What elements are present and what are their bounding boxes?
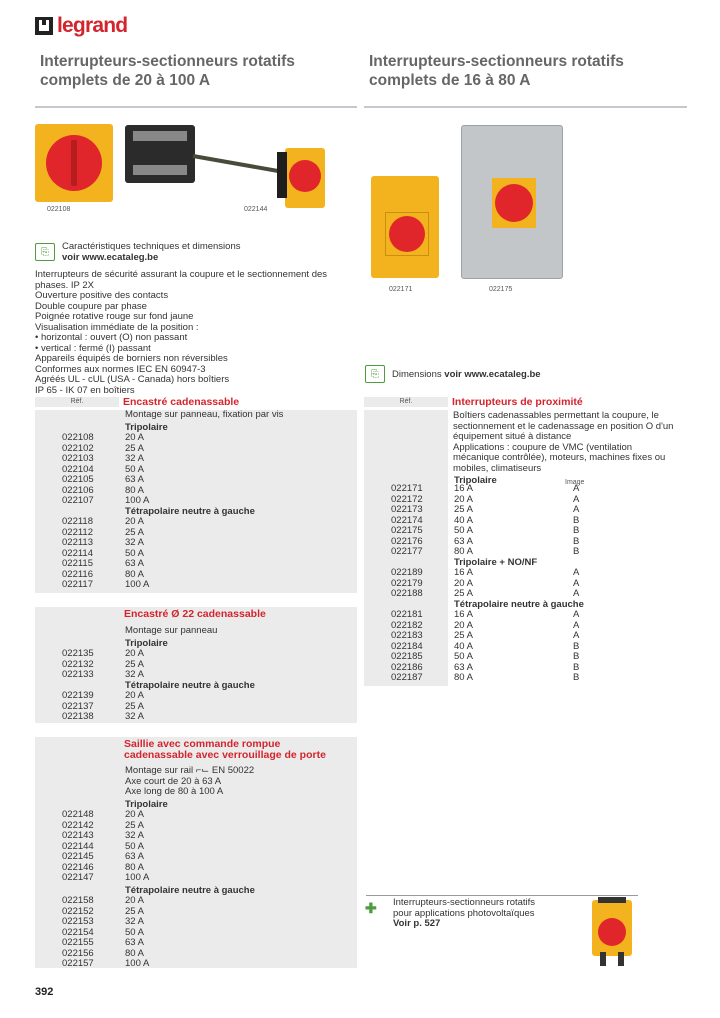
ref-cell: 022107 [62, 495, 94, 506]
rating-cell: 100 A [125, 495, 150, 506]
table-row [364, 505, 687, 516]
ref-cell: 022188 [391, 588, 423, 599]
right-table-rows [364, 484, 687, 684]
ref-cell: 022115 [62, 558, 93, 569]
product-photo-022171 [371, 176, 439, 278]
rating-cell: 80 A [125, 484, 145, 496]
section-note: Montage sur panneau [125, 625, 218, 636]
related-products-plus-icon: ✚ [365, 900, 377, 916]
image-cell: A [573, 609, 580, 620]
photo-ref-022108: 022108 [47, 206, 71, 213]
ref-cell: 022158 [62, 895, 94, 906]
rating-cell: 80 A [125, 568, 145, 580]
rating-cell: 25 A [125, 905, 145, 917]
photo-ref-022175: 022175 [489, 286, 513, 293]
image-cell: B [573, 514, 580, 526]
description-line: • vertical : fermé (I) passant [35, 342, 151, 354]
right-ref-label: Réf. [364, 397, 448, 407]
left-product-table [35, 397, 357, 593]
ref-cell: 022114 [62, 547, 93, 559]
ref-cell: 022105 [62, 474, 94, 485]
rating-cell: 50 A [454, 651, 474, 662]
rating-cell: 16 A [454, 567, 474, 578]
ref-cell: 022117 [62, 579, 93, 590]
description-line: Interrupteurs de sécurité assurant la coupure et le sectionnement des [35, 269, 328, 280]
description [35, 270, 355, 396]
image-cell: B [573, 672, 580, 683]
ref-cell: 022183 [391, 630, 423, 641]
group-label: Tétrapolaire neutre à gauche [125, 884, 255, 896]
rating-cell: 20 A [125, 432, 145, 443]
rating-cell: 100 A [125, 958, 150, 969]
section-encastre-22-cadenassable [35, 607, 357, 723]
page-number: 392 [35, 986, 54, 998]
rating-cell: 16 A [454, 609, 474, 620]
ref-cell: 022176 [391, 535, 423, 547]
section-note: mécanique contrôlée), moteurs, machines fixes ou [453, 452, 666, 463]
rating-cell: 40 A [454, 640, 474, 652]
rating-cell: 25 A [125, 700, 145, 712]
photo-ref-022144: 022144 [244, 206, 268, 213]
table-row [35, 852, 357, 863]
ref-cell: 022186 [391, 661, 423, 673]
product-photo-022108 [35, 124, 113, 202]
ref-cell: 022174 [391, 514, 423, 526]
rating-cell: 25 A [125, 526, 145, 538]
section-note: Boîtiers cadenassables permettant la coupure, le [453, 410, 659, 421]
section-interrupteurs-proximite [364, 411, 687, 489]
ref-cell: 022157 [62, 958, 94, 969]
table-row [35, 712, 357, 723]
description-line: IP 65 - IK 07 en boîtiers [35, 384, 135, 396]
section-title-line: cadenassable avec verrouillage de porte [124, 749, 326, 761]
specs-link[interactable] [62, 242, 240, 263]
rating-cell: 32 A [125, 830, 145, 841]
ref-cell: 022133 [62, 669, 94, 680]
ref-cell: 022184 [391, 640, 423, 652]
image-cell: B [573, 661, 580, 673]
image-cell: A [573, 483, 580, 494]
image-column-label: Image [565, 479, 585, 486]
left-heading-rule [35, 106, 357, 108]
rating-cell: 63 A [125, 851, 145, 862]
table-row [364, 526, 687, 537]
ref-cell: 022156 [62, 947, 94, 959]
section-note: Axe long de 80 à 100 A [125, 786, 224, 797]
ref-cell: 022189 [391, 567, 423, 578]
table-row [35, 831, 357, 842]
rating-cell: 20 A [125, 690, 145, 701]
group-label: Tripolaire + NO/NF [454, 556, 538, 568]
table-row [35, 810, 357, 821]
description-line: Agréés UL - cUL (USA - Canada) hors boîtiers [35, 374, 230, 385]
group-label: Tripolaire [125, 421, 168, 433]
table-row [364, 484, 687, 495]
table-row [35, 896, 357, 907]
table-row [35, 670, 357, 681]
rating-cell: 25 A [454, 630, 474, 641]
table-row [364, 568, 687, 579]
ref-cell: 022139 [62, 690, 94, 701]
description-line: Double coupure par phase [35, 300, 147, 312]
section-note: Applications : coupure de VMC (ventilation [453, 441, 633, 453]
rating-cell: 63 A [454, 661, 474, 673]
table-row [35, 691, 357, 702]
section-note: Montage sur rail ⌐⌙ EN 50022 [125, 765, 255, 776]
ref-cell: 022145 [62, 851, 94, 862]
dimensions-url[interactable]: voir www.ecataleg.be [444, 369, 541, 380]
image-cell: B [573, 535, 580, 547]
ref-cell: 022137 [62, 700, 94, 712]
rating-cell: 80 A [454, 546, 474, 557]
rating-cell: 20 A [454, 619, 474, 631]
description-line: phases. IP 2X [35, 279, 94, 291]
image-cell: A [573, 619, 580, 631]
specs-line-1: Caractéristiques techniques et dimensions [62, 241, 241, 252]
section-note: sectionnement et le cadenassage en position O d'un [453, 420, 674, 432]
left-heading-line-1: Interrupteurs-sectionneurs rotatifs [40, 53, 295, 70]
photovoltaic-switch-photo [592, 900, 632, 956]
rating-cell: 20 A [125, 809, 145, 820]
section-saillie-commande-rompue [35, 737, 357, 968]
section-note: équipement situé à distance [453, 431, 572, 442]
section-note: Axe court de 20 à 63 A [125, 775, 222, 787]
ref-cell: 022147 [62, 872, 94, 883]
photo-ref-022171: 022171 [389, 286, 413, 293]
ref-cell: 022179 [391, 577, 423, 589]
section-note: mobiles, climatiseurs [453, 462, 542, 474]
product-photo-022144-handle [285, 148, 325, 208]
image-cell: A [573, 577, 580, 589]
rating-cell: 63 A [454, 535, 474, 547]
legrand-logo [35, 14, 127, 38]
right-heading-rule [364, 106, 687, 108]
rating-cell: 80 A [454, 672, 474, 683]
table-row [35, 559, 357, 570]
ref-cell: 022103 [62, 453, 94, 464]
section-title-line: Saillie avec commande rompue [124, 738, 281, 750]
right-heading-line-2: complets de 16 à 80 A [369, 72, 531, 89]
right-heading-line-1: Interrupteurs-sectionneurs rotatifs [369, 53, 624, 70]
rating-cell: 20 A [125, 895, 145, 906]
table-row [35, 538, 357, 549]
product-photo-022144-breaker [125, 125, 195, 183]
ref-cell: 022172 [391, 493, 423, 505]
image-cell: B [573, 640, 580, 652]
image-cell: A [573, 588, 580, 599]
ref-cell: 022152 [62, 905, 94, 917]
section-title-saillie [124, 739, 326, 761]
rating-cell: 32 A [125, 711, 145, 722]
table-row [364, 589, 687, 600]
rating-cell: 25 A [125, 819, 145, 831]
table-row [364, 610, 687, 621]
rating-cell: 25 A [125, 658, 145, 670]
rating-cell: 63 A [125, 937, 145, 948]
rating-cell: 20 A [454, 577, 474, 589]
group-label: Tripolaire [125, 798, 168, 810]
ref-cell: 022187 [391, 672, 423, 683]
left-product-photos [35, 120, 360, 220]
ref-cell: 022106 [62, 484, 94, 496]
image-cell: A [573, 630, 580, 641]
rating-cell: 16 A [454, 483, 474, 494]
ref-cell: 022177 [391, 546, 423, 557]
rating-cell: 80 A [125, 947, 145, 959]
rating-cell: 50 A [125, 463, 145, 475]
ref-cell: 022148 [62, 809, 94, 820]
rating-cell: 100 A [125, 872, 150, 883]
table-row [35, 917, 357, 928]
ref-cell: 022132 [62, 658, 94, 670]
table-row [35, 649, 357, 660]
image-cell: A [573, 567, 580, 578]
group-label: Tripolaire [454, 475, 497, 486]
dimensions-label: Dimensions [392, 369, 445, 380]
ref-cell: 022144 [62, 840, 94, 852]
description-line: • horizontal : ouvert (O) non passant [35, 332, 188, 343]
ref-cell: 022143 [62, 830, 94, 841]
table-row [35, 454, 357, 465]
rating-cell: 20 A [125, 516, 145, 527]
rating-cell: 32 A [125, 916, 145, 927]
rating-cell: 32 A [125, 537, 145, 548]
description-line: Appareils équipés de borniers non réversibles [35, 353, 228, 364]
table-row [35, 580, 357, 591]
description-line: Visualisation immédiate de la position : [35, 321, 199, 333]
product-photo-022175 [461, 125, 563, 279]
rating-cell: 25 A [125, 442, 145, 454]
crossref-line: pour applications photovoltaïques [393, 907, 535, 919]
table-row [364, 631, 687, 642]
document-link-icon[interactable]: ⎘ [35, 243, 55, 261]
table-row [35, 873, 357, 884]
rating-cell: 25 A [454, 588, 474, 599]
ref-cell: 022182 [391, 619, 423, 631]
crossref-rule [366, 895, 638, 896]
table-row [35, 517, 357, 528]
table-row [35, 433, 357, 444]
ref-cell: 022104 [62, 463, 94, 475]
description-line: Ouverture positive des contacts [35, 290, 169, 301]
ref-cell: 022173 [391, 504, 423, 515]
ref-cell: 022155 [62, 937, 94, 948]
ref-cell: 022113 [62, 537, 93, 548]
table-row [35, 475, 357, 486]
rating-cell: 40 A [454, 514, 474, 526]
rating-cell: 32 A [125, 669, 145, 680]
image-cell: A [573, 504, 580, 515]
left-table-header [35, 397, 357, 408]
ref-cell: 022185 [391, 651, 423, 662]
section-note: Montage sur panneau, fixation par vis [125, 409, 284, 420]
table-row [35, 959, 357, 970]
rating-cell: 50 A [125, 547, 145, 559]
legrand-logo-mark-icon [35, 17, 53, 35]
ref-cell: 022146 [62, 861, 94, 873]
section-title-interrupteurs-proximite: Interrupteurs de proximité [452, 396, 583, 408]
ref-cell: 022135 [62, 648, 94, 659]
description-line: Conformes aux normes IEC EN 60947-3 [35, 363, 206, 375]
ref-cell: 022181 [391, 609, 423, 620]
right-heading [369, 52, 689, 90]
ref-cell: 022154 [62, 926, 94, 938]
group-label: Tétrapolaire neutre à gauche [125, 505, 255, 517]
left-ref-label: Réf. [35, 397, 119, 407]
rating-cell: 50 A [454, 525, 474, 536]
rating-cell: 25 A [454, 504, 474, 515]
image-cell: A [573, 493, 580, 505]
rating-cell: 80 A [125, 861, 145, 873]
table-row [364, 652, 687, 663]
group-label: Tétrapolaire neutre à gauche [125, 679, 255, 691]
dimensions-link-icon[interactable]: ⎘ [365, 365, 385, 383]
rating-cell: 20 A [125, 648, 145, 659]
left-heading-line-2: complets de 20 à 100 A [40, 72, 211, 89]
ref-cell: 022112 [62, 526, 93, 538]
rating-cell: 50 A [125, 926, 145, 938]
rating-cell: 63 A [125, 558, 145, 569]
section-title-encastre-cadenassable: Encastré cadenassable [123, 396, 240, 408]
image-cell: B [573, 651, 580, 662]
ref-cell: 022142 [62, 819, 94, 831]
ref-cell: 022118 [62, 516, 93, 527]
specs-url[interactable]: voir www.ecataleg.be [62, 251, 159, 263]
crossref-page-link[interactable]: Voir p. 527 [393, 918, 441, 929]
description-line: Poignée rotative rouge sur fond jaune [35, 311, 194, 322]
rating-cell: 20 A [454, 493, 474, 505]
rating-cell: 63 A [125, 474, 145, 485]
image-cell: B [573, 525, 580, 536]
ref-cell: 022153 [62, 916, 94, 927]
image-cell: B [573, 546, 580, 557]
rating-cell: 100 A [125, 579, 150, 590]
table-row [35, 496, 357, 507]
crossref-line: Interrupteurs-sectionneurs rotatifs [393, 897, 536, 908]
table-row [35, 938, 357, 949]
section-encastre-cadenassable [35, 410, 357, 593]
rating-cell: 32 A [125, 453, 145, 464]
dimensions-link[interactable] [392, 370, 541, 381]
ref-cell: 022102 [62, 442, 94, 454]
group-label: Tripolaire [125, 637, 168, 649]
left-heading [40, 52, 350, 90]
table-row [364, 547, 687, 558]
ref-cell: 022108 [62, 432, 94, 443]
ref-cell: 022171 [391, 483, 423, 494]
ref-cell: 022138 [62, 711, 94, 722]
ref-cell: 022175 [391, 525, 423, 536]
group-label: Tétrapolaire neutre à gauche [454, 598, 584, 610]
crossref-text[interactable] [393, 898, 535, 930]
table-row [364, 673, 687, 684]
ref-cell: 022116 [62, 568, 93, 580]
brand-name: legrand [57, 14, 128, 37]
rating-cell: 50 A [125, 840, 145, 852]
section-title-encastre-22: Encastré Ø 22 cadenassable [124, 608, 266, 620]
